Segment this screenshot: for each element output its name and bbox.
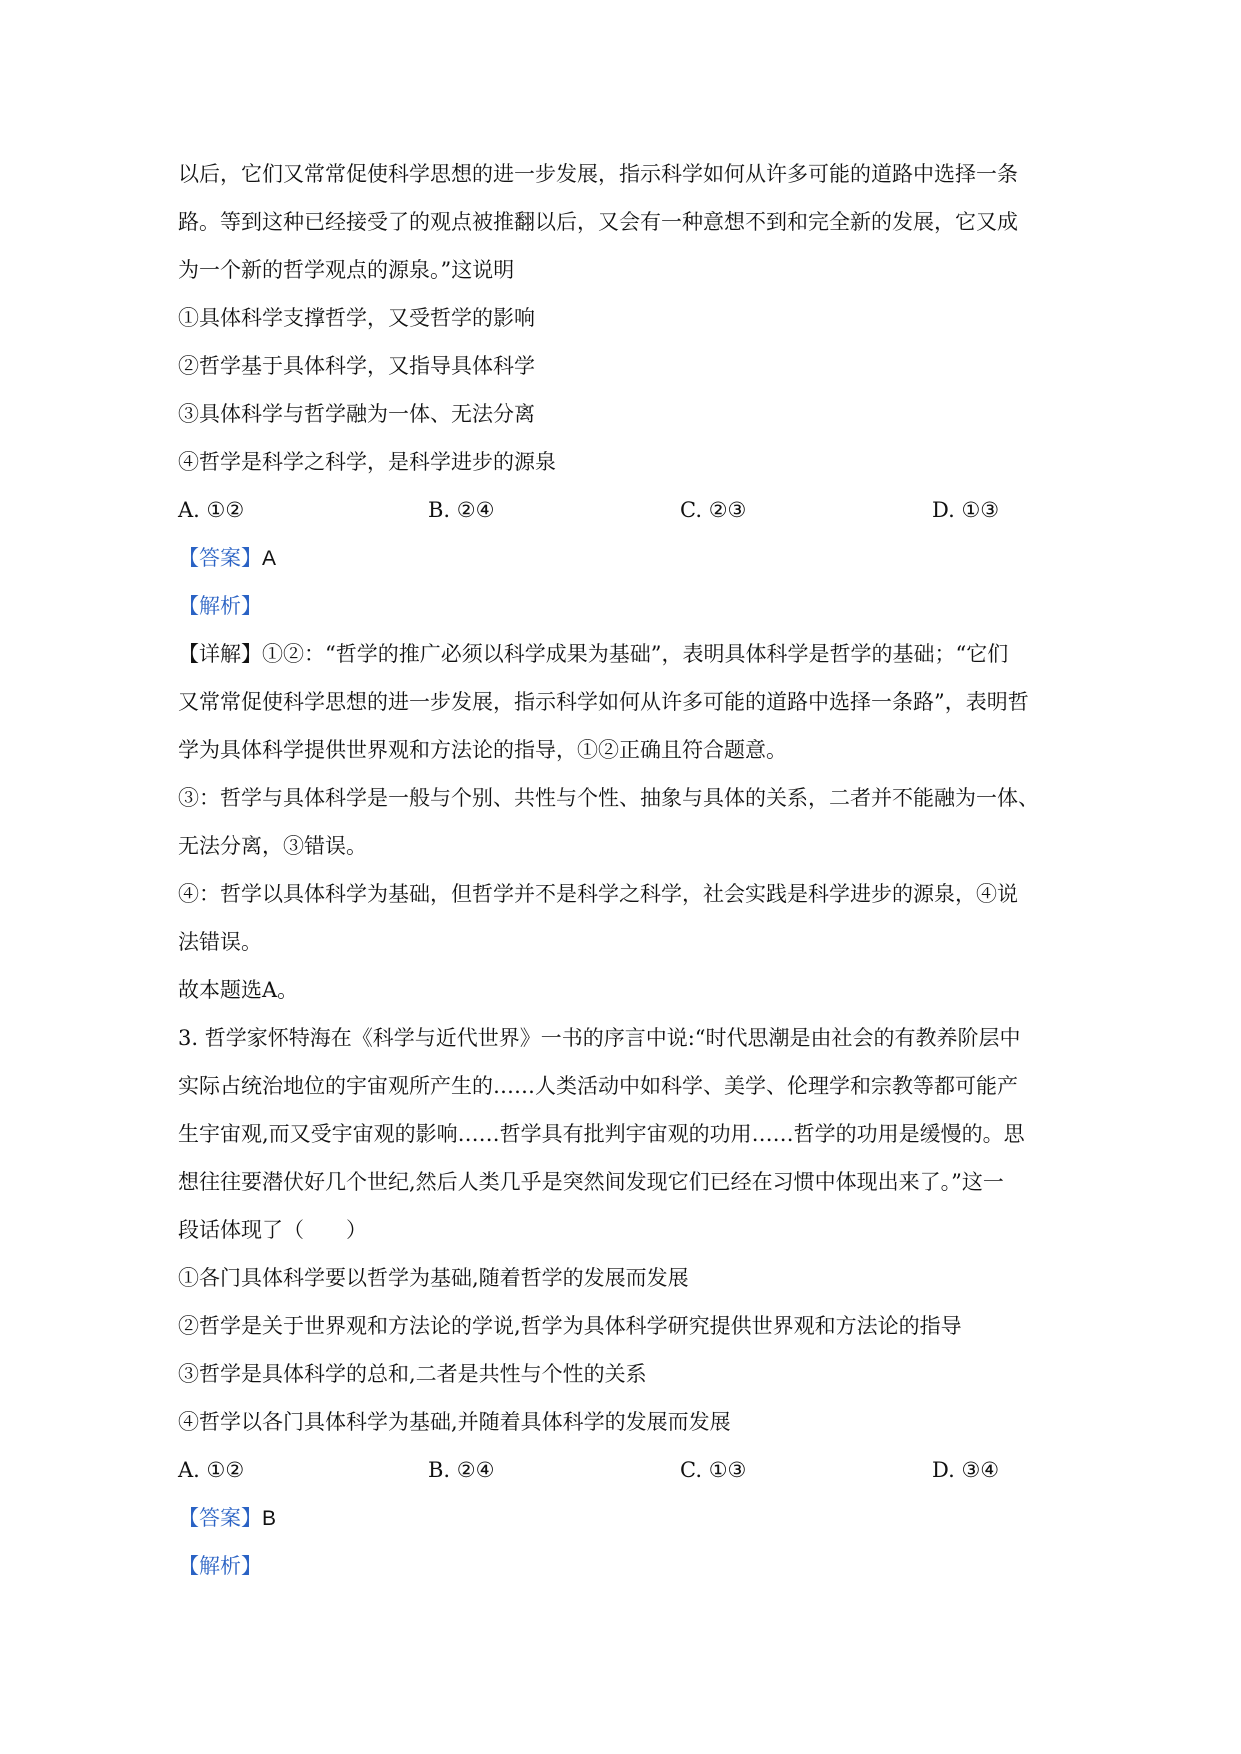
q3-statement-3: ③哲学是具体科学的总和,二者是共性与个性的关系 (178, 1362, 647, 1386)
q2-answer (178, 544, 1078, 573)
q3-option-c: C. ①③ (680, 1458, 747, 1482)
q2-option-d: D. ①③ (932, 498, 1000, 522)
q3-option-b: B. ②④ (428, 1458, 495, 1482)
q2-conclusion: 故本题选A。 (178, 978, 299, 1002)
q2-analysis-heading: 【解析】 (178, 594, 262, 618)
detail-tag: 【详解】 (178, 642, 262, 666)
q3-answer (178, 1504, 1078, 1533)
q2-statement-2: ②哲学基于具体科学，又指导具体科学 (178, 354, 535, 378)
q3-statement-4: ④哲学以各门具体科学为基础,并随着具体科学的发展而发展 (178, 1410, 731, 1434)
q2-option-b: B. ②④ (428, 498, 495, 522)
answer-value: B (262, 1507, 277, 1530)
q2-statement-4: ④哲学是科学之科学，是科学进步的源泉 (178, 450, 556, 474)
q2-stem-line-2: 路。等到这种已经接受了的观点被推翻以后，又会有一种意想不到和完全新的发展，它又成 (178, 210, 1018, 234)
q3-analysis-heading: 【解析】 (178, 1554, 262, 1578)
q3-option-d: D. ③④ (932, 1458, 1000, 1482)
answer-value: A (262, 547, 277, 570)
q2-option-c: C. ②③ (680, 498, 747, 522)
q2-statement-1: ①具体科学支撑哲学，又受哲学的影响 (178, 306, 535, 330)
q3-stem-line-2: 实际占统治地位的宇宙观所产生的……人类活动中如科学、美学、伦理学和宗教等都可能产 (178, 1074, 1018, 1098)
q2-detail-line-7: 法错误。 (178, 930, 262, 954)
q2-detail-line-5: 无法分离，③错误。 (178, 834, 367, 858)
q3-stem-line-5: 段话体现了（ ） (178, 1218, 367, 1242)
q3-statement-2: ②哲学是关于世界观和方法论的学说,哲学为具体科学研究提供世界观和方法论的指导 (178, 1314, 962, 1338)
q3-option-a: A. ①② (178, 1458, 245, 1482)
q2-statement-3: ③具体科学与哲学融为一体、无法分离 (178, 402, 535, 426)
q3-stem-line-3: 生宇宙观,而又受宇宙观的影响……哲学具有批判宇宙观的功用……哲学的功用是缓慢的。思 (178, 1122, 1025, 1146)
q2-detail-line-1: 【详解】①②：“哲学的推广必须以科学成果为基础”，表明具体科学是哲学的基础；“它们 (178, 642, 1009, 666)
q2-detail-line-2: 又常常促使科学思想的进一步发展，指示科学如何从许多可能的道路中选择一条路”，表明哲 (178, 690, 1029, 714)
q2-stem-line-1: 以后，它们又常常促使科学思想的进一步发展，指示科学如何从许多可能的道路中选择一条 (178, 162, 1018, 186)
q2-detail-line-3: 学为具体科学提供世界观和方法论的指导，①②正确且符合题意。 (178, 738, 787, 762)
q2-detail-line-4: ③：哲学与具体科学是一般与个别、共性与个性、抽象与具体的关系，二者并不能融为一体、 (178, 786, 1039, 810)
q3-statement-1: ①各门具体科学要以哲学为基础,随着哲学的发展而发展 (178, 1266, 689, 1290)
q2-detail-line-6: ④：哲学以具体科学为基础，但哲学并不是科学之科学，社会实践是科学进步的源泉，④说 (178, 882, 1018, 906)
q3-stem-line-1: 3. 哲学家怀特海在《科学与近代世界》一书的序言中说:“时代思潮是由社会的有教养阶层中 (178, 1026, 1021, 1050)
q2-option-a: A. ①② (178, 498, 245, 522)
answer-tag: 【答案】 (178, 1506, 262, 1530)
answer-tag: 【答案】 (178, 546, 262, 570)
q3-stem-line-4: 想往往要潜伏好几个世纪,然后人类几乎是突然间发现它们已经在习惯中体现出来了。”这一 (178, 1170, 1004, 1194)
q2-stem-line-3: 为一个新的哲学观点的源泉。”这说明 (178, 258, 515, 282)
